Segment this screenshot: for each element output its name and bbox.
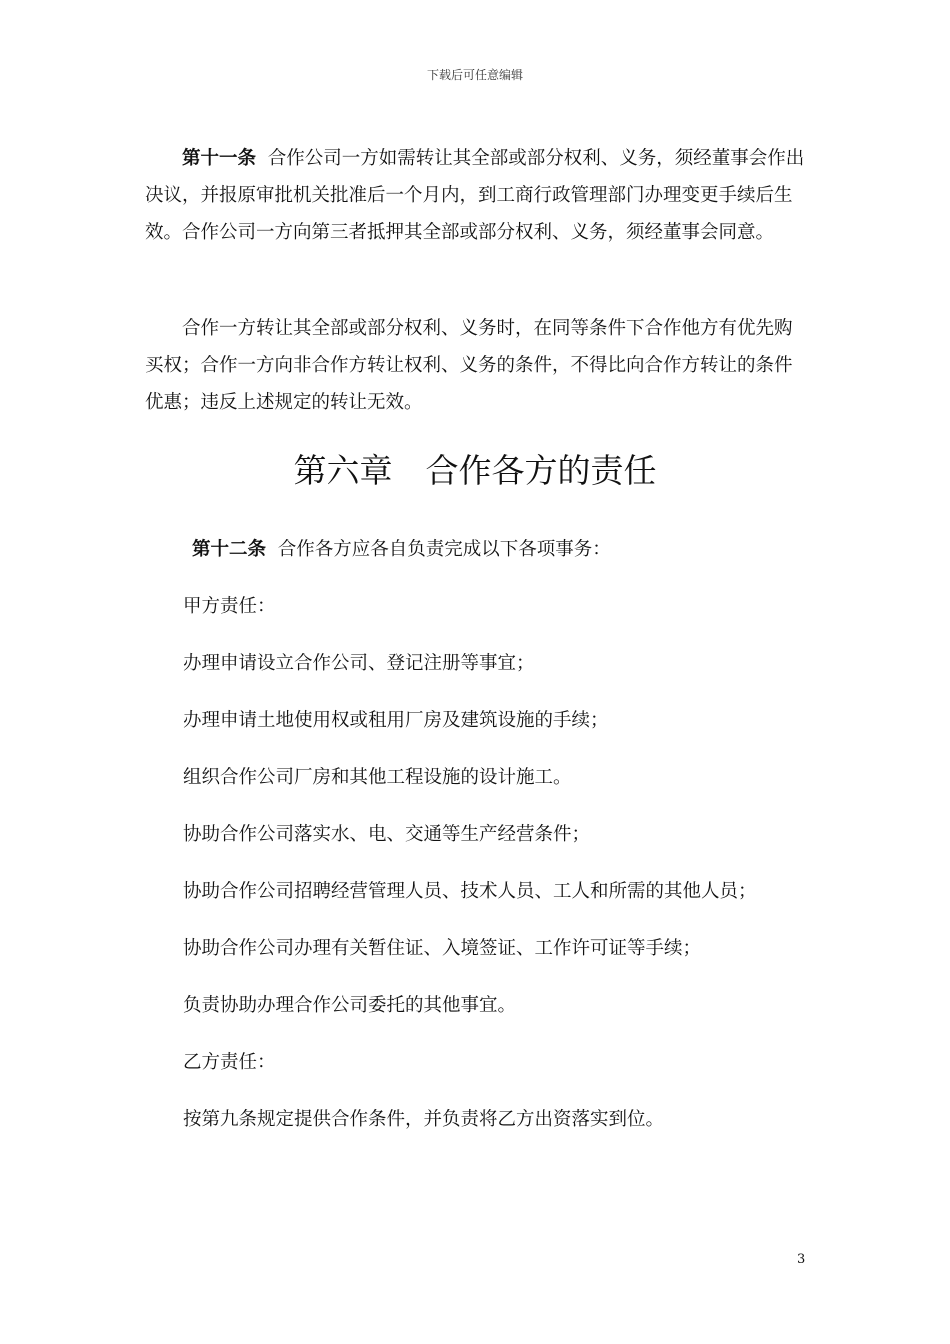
- party-a-heading: 甲方责任：: [183, 596, 276, 617]
- article-12-title: 第十二条: [192, 539, 267, 560]
- page-number: 3: [797, 1252, 806, 1267]
- chapter-heading: 第六章 合作各方的责任: [293, 451, 657, 490]
- list-item: 协助合作公司招聘经营管理人员、技术人员、工人和所需的其他人员；: [183, 881, 757, 902]
- article-12-text: 合作各方应各自负责完成以下各项事务：: [277, 539, 611, 560]
- list-item: 按第九条规定提供合作条件，并负责将乙方出资落实到位。: [183, 1109, 665, 1130]
- list-item: 办理申请土地使用权或租用厂房及建筑设施的手续；: [183, 710, 609, 731]
- party-b-heading: 乙方责任：: [183, 1052, 276, 1073]
- transfer-rights-paragraph: 合作一方转让其全部或部分权利、义务时，在同等条件下合作他方有优先购买权；合作一方向非合作方转让权利、义务的条件，不得比向合作方转让的条件优惠；违反上述规定的转让无效。: [145, 318, 793, 413]
- page-header: 下载后可任意编辑: [426, 68, 523, 82]
- list-item: 协助合作公司办理有关暂住证、入境签证、工作许可证等手续；: [183, 938, 702, 959]
- list-item: 负责协助办理合作公司委托的其他事宜。: [183, 995, 517, 1016]
- list-item: 协助合作公司落实水、电、交通等生产经营条件；: [183, 824, 591, 845]
- article-11-paragraph: [145, 140, 805, 251]
- list-item: 办理申请设立合作公司、登记注册等事宜；: [183, 653, 535, 674]
- article-11-text: 合作公司一方如需转让其全部或部分权利、义务，须经董事会作出决议，并报原审批机关批准后一个月内，到工商行政管理部门办理变更手续后生效。合作公司一方向第三者抵押其全部或部分权利、义务，须经董事会同意。: [145, 148, 805, 243]
- article-11-title: 第十一条: [182, 148, 257, 169]
- list-item: 组织合作公司厂房和其他工程设施的设计施工。: [183, 767, 572, 788]
- article-12-line: [192, 537, 832, 563]
